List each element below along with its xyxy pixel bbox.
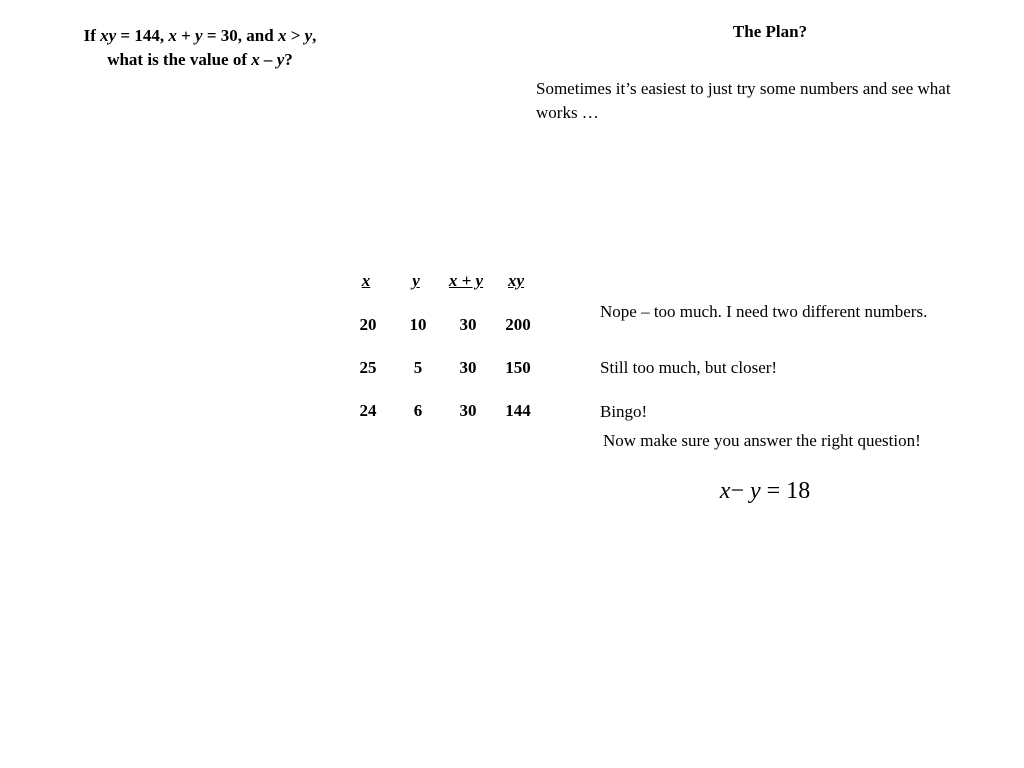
table-cell: 10 <box>409 315 427 334</box>
question-line-2 <box>40 48 360 72</box>
question-var: x <box>168 26 177 45</box>
equation-operator: − <box>730 478 750 504</box>
question-prompt <box>40 24 360 72</box>
plan-text: Sometimes it’s easiest to just try some numbers and see what works … <box>536 79 951 122</box>
equation-var-x: x <box>719 478 731 504</box>
note-row-2: Still too much, but closer! <box>600 358 778 377</box>
table-cell: 30 <box>459 401 477 420</box>
table-header-y: y <box>412 271 420 290</box>
table-cell: 150 <box>505 358 531 377</box>
question-var: x <box>277 26 287 45</box>
equation-value: 18 <box>786 478 811 504</box>
table-cell: 30 <box>459 315 477 334</box>
table-header-product: xy <box>507 271 525 290</box>
equation-operator: = <box>760 478 787 504</box>
note-row-1: Nope – too much. I need two different numbers. <box>600 302 928 321</box>
question-var: y <box>195 26 203 45</box>
question-text: = 30, and <box>202 26 278 45</box>
question-text: If <box>83 26 101 45</box>
table-header-sum: x + y <box>448 271 484 290</box>
table-cell: 30 <box>459 358 477 377</box>
note-final: Now make sure you answer the right question! <box>603 431 921 450</box>
question-text: + <box>176 26 196 45</box>
question-var: xy <box>100 26 117 45</box>
question-text: what is the value of <box>107 50 252 69</box>
table-cell: 20 <box>359 315 377 334</box>
table-header-x: x <box>361 271 371 290</box>
table-cell: 6 <box>413 401 423 420</box>
question-var: y <box>304 26 313 45</box>
table-cell: 144 <box>505 401 531 420</box>
table-cell: 25 <box>359 358 377 377</box>
answer-equation <box>700 478 830 505</box>
question-text: ? <box>284 50 293 69</box>
equation-var-y: y <box>750 478 761 504</box>
plan-title: The Plan? <box>732 22 808 41</box>
table-cell: 24 <box>359 401 377 420</box>
question-text: > <box>286 26 305 45</box>
question-line-1 <box>40 24 360 48</box>
table-cell: 200 <box>505 315 531 334</box>
table-cell: 5 <box>413 358 423 377</box>
note-row-3: Bingo! <box>600 402 648 421</box>
question-expression: x – y <box>251 50 285 69</box>
question-text: = 144, <box>116 26 169 45</box>
question-text: , <box>312 26 317 45</box>
